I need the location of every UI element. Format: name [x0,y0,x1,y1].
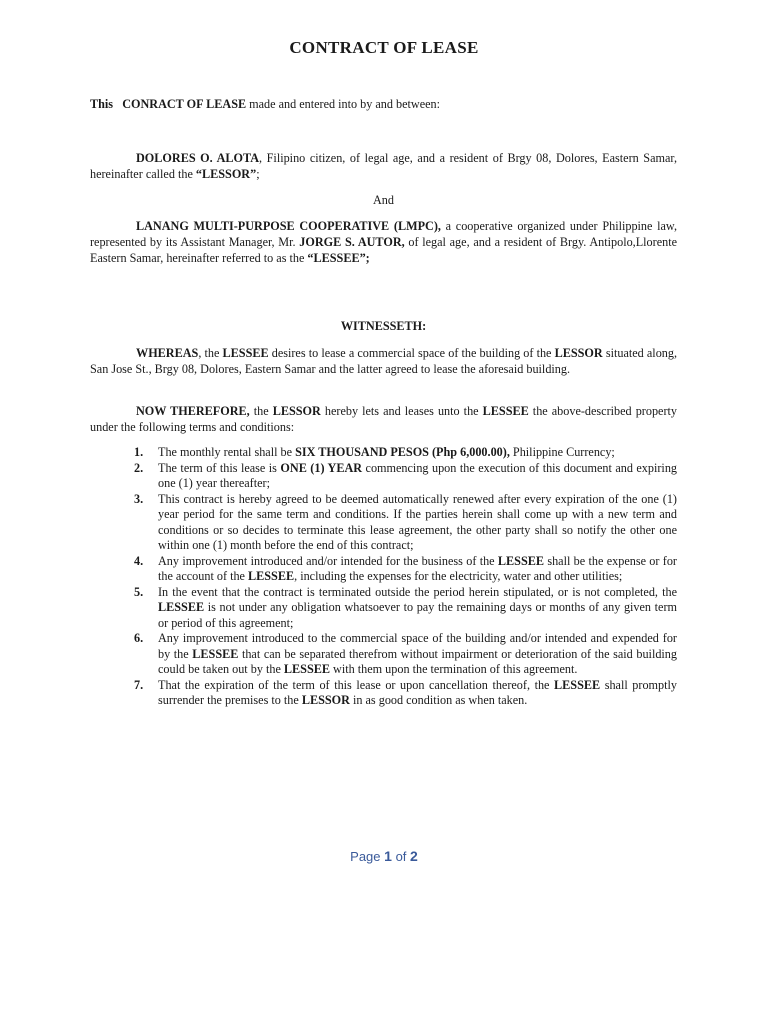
term-bold: LESSEE [554,677,601,692]
term-bold: LESSEE [248,569,295,583]
lessee-name: LANANG MULTI-PURPOSE COOPERATIVE (LMPC), [136,219,441,233]
term-text: that can be separated therefrom without impairment or deterioration of the said building could be taken out by the [158,646,677,676]
term-text: with them upon the termination of this agreement. [329,662,578,676]
now-therefore-paragraph [90,403,677,435]
footer-of-word: of [395,849,407,864]
lessor-role: “LESSOR” [195,167,257,181]
term-text: in as good condition as when taken. [349,693,528,707]
lessee-party-text-1: a cooperative organized under Philippine law, represented by its Assistant Manager, Mr. [90,219,677,249]
term-number: 2. [134,460,144,475]
lessee-representative: JORGE S. AUTOR, [299,235,405,249]
whereas-paragraph [90,345,677,377]
term-text: , including the expenses for the electricity, water and other utilities; [294,569,623,583]
term-text: Any improvement introduced and/or intended for the business of the [158,553,498,568]
term-bold: SIX THOUSAND PESOS (Php 6,000.00), [295,445,510,459]
page-footer [0,848,768,864]
lessor-party-paragraph [90,150,677,182]
now-therefore-text-2: hereby lets and leases unto the [320,404,483,418]
term-text: Any improvement introduced to the commercial space of the building and/or intended and expended for by the [158,631,677,661]
whereas-lead: WHEREAS [136,346,199,360]
term-item-5 [90,585,677,632]
term-item-2 [90,461,677,492]
now-therefore-lessee: LESSEE [482,404,529,418]
term-text: In the event that the contract is terminated outside the period herein stipulated, or is not completed, the [158,584,677,599]
footer-current-page: 1 [384,848,392,864]
term-number: 5. [134,584,144,599]
term-number: 7. [134,677,144,692]
intro-lead: This [90,97,114,111]
lessor-name: DOLORES O. ALOTA [136,151,260,165]
now-therefore-lead: NOW THEREFORE, [136,404,250,418]
term-text: shall be the expense or for the account of the [158,553,677,583]
term-bold: LESSEE [283,662,330,676]
term-text: This contract is hereby agreed to be deemed automatically renewed after every expiration of the one (1) year period for the same term and conditions. If the parties herein shall come up with a new term and conditions or so decides to terminate this lease agreement, the other party shall so notify the other one within one (1) month before the end of this contract; [158,491,677,552]
term-bold: LESSEE [497,553,544,568]
term-number: 6. [134,631,144,645]
term-text: shall promptly surrender the premises to the [158,677,677,707]
term-bold: LESSEE [158,600,205,614]
document-title: CONTRACT OF LEASE [289,38,479,57]
term-text: The monthly rental shall be [158,445,296,459]
term-bold: LESSOR [301,693,350,707]
footer-total-pages: 2 [410,848,418,864]
whereas-text-1: , the [198,346,223,360]
lessor-party-end: ; [256,167,260,181]
term-text: Philippine Currency; [509,445,615,459]
term-text: The term of this lease is [158,460,281,475]
terms-list [90,445,677,709]
term-item-4 [90,554,677,585]
lessee-party-text-2: of legal age, and a resident of Brgy. Antipolo,Llorente Eastern Samar, hereinafter referred to as the [90,235,677,265]
now-therefore-text-1: the [249,404,273,418]
term-bold: ONE (1) YEAR [280,460,363,475]
term-item-3 [90,492,677,554]
witnesseth-heading [90,318,677,334]
term-text: is not under any obligation whatsoever to pay the remaining days or months of any given term or period of this agreement; [158,600,677,630]
lessee-party-paragraph [90,218,677,266]
term-bold: LESSEE [192,646,239,661]
whereas-text-2: desires to lease a commercial space of the building of the [268,346,555,360]
term-number: 3. [134,491,144,506]
intro-paragraph [90,96,677,112]
term-item-6 [90,631,677,678]
and-line: And [373,193,394,207]
intro-rest: made and entered into by and between: [246,97,441,111]
term-item-1 [90,445,677,461]
term-text: commencing upon the execution of this document and expiring one (1) year thereafter; [158,460,678,490]
term-text: That the expiration of the term of this lease or upon cancellation thereof, the [158,677,555,692]
term-number: 4. [134,553,144,568]
whereas-text-3: situated along, San Jose St., Brgy 08, Dolores, Eastern Samar and the latter agreed to lease the aforesaid building. [90,346,678,376]
whereas-lessor: LESSOR [554,346,603,360]
term-item-7 [90,678,677,709]
witnesseth-text: WITNESSETH: [340,319,427,333]
intro-doc-name: CONRACT OF LEASE [122,97,247,111]
lessee-role: “LESSEE”; [307,251,370,265]
lessor-party-text: , Filipino citizen, of legal age, and a resident of Brgy 08, Dolores, Eastern Samar, hereinafter called the [90,151,677,181]
footer-page-word: Page [350,849,381,864]
whereas-lessee: LESSEE [222,346,269,360]
now-therefore-lessor: LESSOR [272,404,321,418]
now-therefore-text-3: the above-described property under the following terms and conditions: [90,404,677,434]
term-number: 1. [134,445,144,459]
